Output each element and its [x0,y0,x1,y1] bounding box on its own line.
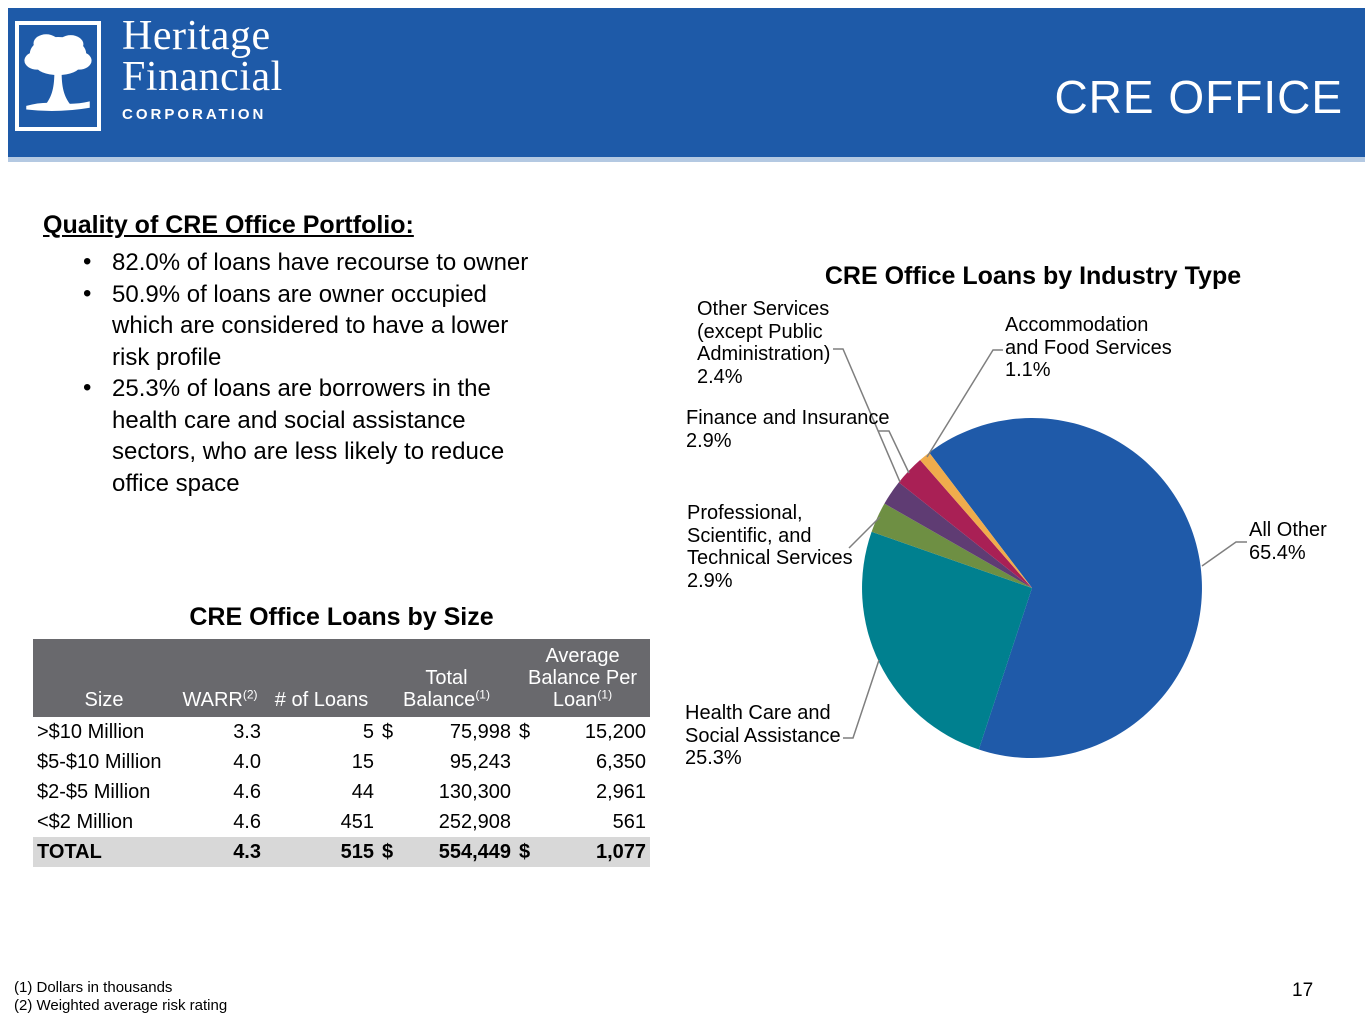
quality-bullet [43,247,623,279]
table-cell: 1,077 [541,837,650,867]
pie-label-professional: Professional, Scientific, and Technical Services 2.9% [687,502,853,592]
bullet-text: 25.3% of loans are borrowers in the health care and social assistance sectors, who are less likely to reduce office space [112,375,505,497]
bullet-text: 82.0% of loans have recourse to owner [112,249,529,276]
logo-line-heritage: Heritage [122,13,271,59]
table-cell: 95,243 [449,751,512,773]
table-cell: 15 [351,751,374,773]
table-cell: 15,200 [584,721,647,743]
pie-label-accommodation: Accommodation and Food Services 1.1% [1005,314,1172,381]
table-cell [515,807,541,837]
quality-bullet [43,279,623,374]
bullet-dot-icon: • [83,279,92,307]
table-row [33,777,650,807]
pie-label-finance: Finance and Insurance 2.9% [686,407,890,452]
table-title: CRE Office Loans by Size [189,603,494,631]
table-cell: 4.6 [233,781,261,803]
tree-icon [19,25,97,127]
table-cell [378,747,402,777]
company-logo [15,21,101,131]
table-cell: $5-$10 Million [37,751,162,773]
table-cell [378,777,402,807]
pie-label-health: Health Care and Social Assistance 25.3% [685,702,841,769]
loans-by-size-table [33,639,650,867]
leader-line-professional [849,517,880,548]
pie-slice-all_other [929,418,1202,758]
footnotes [14,979,227,1014]
column-header: # of Loans [265,639,378,717]
table-header-row [33,639,650,717]
table-row [33,747,650,777]
slide-title: CRE OFFICE [1054,71,1343,123]
table-cell [378,807,402,837]
header-bar [8,8,1365,162]
table-total-row [33,837,650,867]
leader-line-health [843,660,879,738]
pie-chart-title: CRE Office Loans by Industry Type [824,262,1242,290]
pie-label-other_services: Other Services (except Public Administration) 2.4% [697,298,831,388]
pie-slice-other_services [884,482,1032,588]
bullet-dot-icon: • [83,248,92,275]
pie-label-all_other: All Other 65.4% [1249,519,1327,564]
table-header [33,639,650,717]
table-row [33,717,650,747]
table-cell: 3.3 [233,721,261,743]
column-header: Average Balance Per Loan$^{(1)}$ [515,639,650,717]
footnote: (2) Weighted average risk rating [14,996,228,1014]
column-header: Size [33,639,175,717]
logo-wordmark [122,13,283,123]
pie-slice-health [862,532,1032,750]
table-cell: 554,449 [402,837,515,867]
logo-line-financial: Financial [122,54,283,100]
table-cell: 4.0 [233,751,261,773]
table-cell: 2,961 [595,781,647,803]
table-cell: <$2 Million [37,811,134,833]
page-number: 17 [1292,980,1314,1001]
leader-line-accommodation [927,350,1003,457]
quality-bullet [43,373,623,499]
table-cell: 451 [340,811,374,833]
table-cell: $ [382,721,394,743]
leader-line-all_other [1202,542,1247,566]
quality-bullet-list [43,247,623,499]
pie-slice-finance [899,460,1032,588]
table-cell: 6,350 [595,751,647,773]
pie-slice-accommodation [920,453,1032,588]
table-cell: 130,300 [438,781,512,803]
quality-section [43,211,623,499]
table-cell: $ [519,721,531,743]
table-cell: 75,998 [449,721,512,743]
bullet-text: 50.9% of loans are owner occupied which are considered to have a lower risk profile [112,280,509,371]
table-cell: >$10 Million [37,721,145,743]
table-cell [515,777,541,807]
logo-line-corporation: CORPORATION [122,106,267,123]
footnote: (1) Dollars in thousands [14,979,173,996]
table-cell: $ [515,837,541,867]
pie-slice-professional [872,504,1032,588]
table-cell [515,747,541,777]
table-cell: 561 [612,811,647,833]
column-header: WARR$^{(2)}$ [175,639,265,717]
table-cell: TOTAL [33,837,175,867]
table-row [33,807,650,837]
table-cell: 252,908 [438,811,512,833]
table-cell: 5 [362,721,374,743]
table-cell: $2-$5 Million [37,781,151,803]
bullet-dot-icon: • [83,374,92,401]
table-cell: 515 [265,837,378,867]
table-cell: $ [378,837,402,867]
loans-by-size-section [33,603,650,867]
table-cell: 4.3 [175,837,265,867]
table-body [33,717,650,867]
column-header: Total Balance$^{(1)}$ [378,639,515,717]
table-cell: 4.6 [233,811,261,833]
quality-heading: Quality of CRE Office Portfolio: [43,211,414,239]
table-cell: 44 [351,781,374,803]
